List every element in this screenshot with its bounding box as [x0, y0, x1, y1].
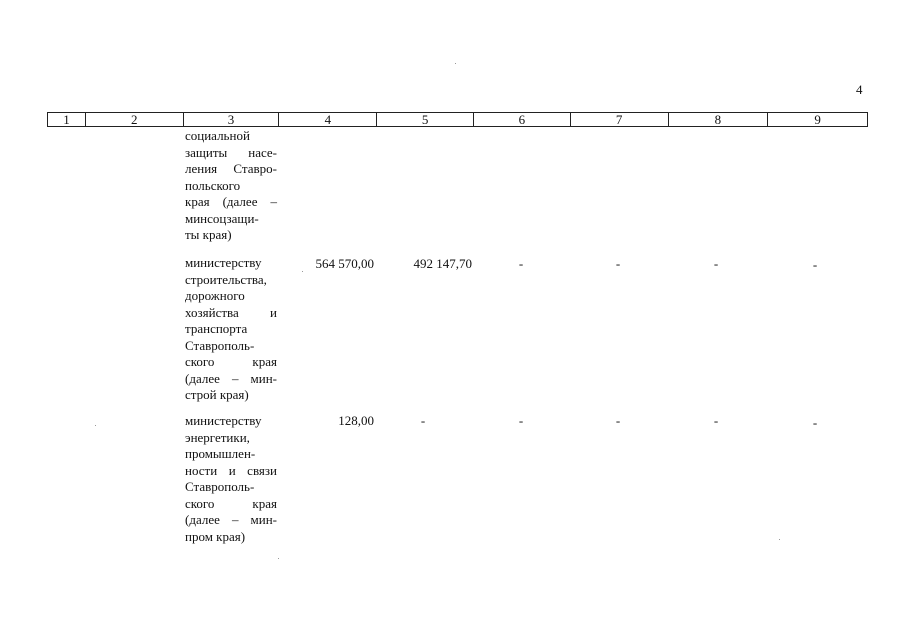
org-line: польского	[185, 177, 241, 193]
dash-col9: -	[812, 257, 818, 272]
org-line: министерству	[185, 413, 262, 428]
org-line: энергетики,	[185, 429, 250, 445]
org-line: строй края)	[185, 387, 249, 402]
amount-col4: 564 570,00	[315, 256, 374, 271]
org-line: ности и связи	[185, 462, 277, 478]
org-line: пром края)	[185, 528, 246, 544]
amount-col4: 128,00	[338, 413, 374, 428]
dash-col6: -	[518, 413, 524, 428]
column-header-4: 4	[279, 113, 377, 126]
scan-speck	[302, 271, 303, 272]
scan-speck	[455, 63, 456, 64]
dash-col7: -	[615, 413, 621, 428]
table-row-org-text	[185, 413, 277, 545]
page-number: 4	[856, 82, 863, 97]
scan-speck	[779, 539, 780, 540]
scan-speck	[95, 425, 96, 426]
org-line: промышлен-	[185, 446, 256, 461]
org-line: ского края	[185, 495, 277, 511]
column-header-5: 5	[377, 113, 474, 126]
column-header-8: 8	[669, 113, 769, 126]
column-header-6: 6	[474, 113, 571, 126]
org-line: дорожного	[185, 288, 245, 303]
dash-col8: -	[713, 413, 719, 428]
column-header-1: 1	[48, 113, 86, 126]
dash-col9: -	[812, 415, 818, 430]
org-line: хозяйства и	[185, 304, 277, 320]
org-line: защиты насе-	[185, 144, 277, 160]
table-header-row	[47, 112, 868, 127]
org-line: транспорта	[185, 321, 248, 336]
org-line: минсоцзащи-	[185, 210, 259, 226]
org-line: министерству	[185, 255, 262, 270]
table-row-org-text	[185, 255, 277, 404]
org-line: ления Ставро-	[185, 161, 277, 176]
dash-col7: -	[615, 256, 621, 271]
org-line: социальной	[185, 128, 250, 143]
org-line: (далее – мин-	[185, 370, 277, 386]
table-row-org-text	[185, 128, 277, 244]
column-header-9: 9	[814, 112, 821, 127]
org-line: ского края	[185, 354, 277, 369]
dash-col6: -	[518, 256, 524, 271]
org-line: Ставрополь-	[185, 479, 255, 494]
column-header-3: 3	[184, 113, 280, 126]
column-header-7: 7	[571, 113, 669, 126]
org-line: строительства,	[185, 271, 267, 287]
dash-col5: -	[420, 413, 426, 428]
org-line: Ставрополь-	[185, 337, 255, 353]
column-header-2: 2	[86, 113, 184, 126]
amount-col5: 492 147,70	[413, 256, 472, 271]
dash-col8: -	[713, 256, 719, 271]
org-line: (далее – мин-	[185, 512, 277, 527]
scan-speck	[278, 558, 279, 559]
org-line: ты края)	[185, 227, 232, 242]
org-line: края (далее –	[185, 194, 277, 209]
